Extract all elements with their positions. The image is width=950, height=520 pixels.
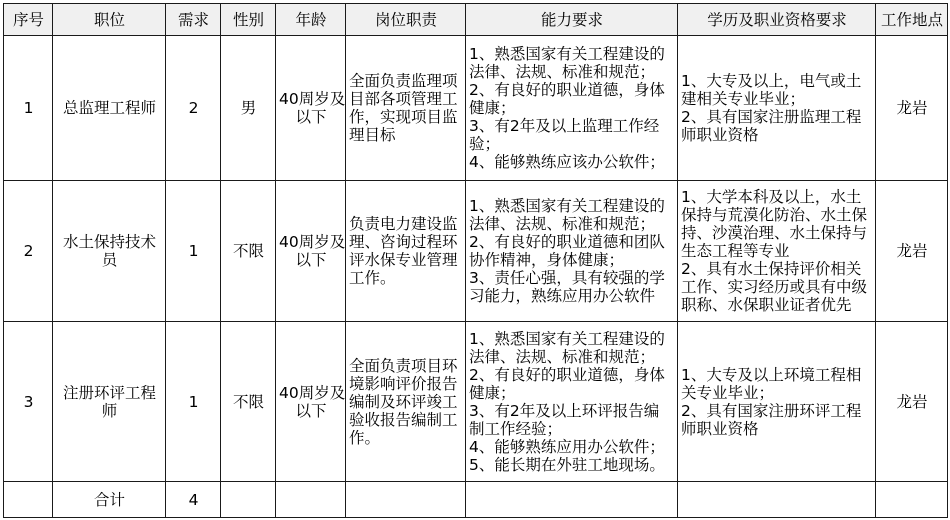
duty-line: 负责电力建设监: [349, 215, 458, 233]
cell-position: 注册环评工程师: [53, 322, 166, 482]
total-empty-cell: [221, 482, 276, 518]
cell-abilities: [466, 36, 678, 181]
cell-index: 2: [4, 181, 53, 322]
ability-line: 协作精神，身体健康；: [469, 251, 625, 269]
qualification-line: 建相关专业毕业；: [681, 90, 806, 108]
total-label: 合计: [53, 482, 166, 518]
ability-line: 习能力，熟练应用办公软件: [469, 287, 656, 305]
ability-line: 1、熟悉国家有关工程建设的: [469, 329, 665, 348]
ability-line: 健康；: [469, 383, 516, 402]
ability-line: 5、能长期在外驻工地现场。: [469, 455, 665, 474]
qualification-line: 1、大专及以上，电气或土: [681, 72, 862, 90]
job-table: [3, 3, 948, 518]
qualification-line: 关专业毕业；: [681, 383, 775, 402]
ability-line: 法律、法规、标准和规范；: [469, 347, 656, 366]
cell-location: 龙岩: [876, 322, 948, 482]
ability-line: 2、有良好的职业道德，身体: [469, 365, 665, 384]
age-line: 以下: [295, 108, 327, 126]
ability-line: 4、能够熟练应该办公软件；: [469, 153, 665, 171]
total-empty-cell: [346, 482, 466, 518]
total-count: 4: [166, 482, 221, 518]
ability-line: 健康；: [469, 99, 516, 117]
header-location: 工作地点: [876, 4, 948, 36]
qualification-line: 职称、水保职业证者优先: [681, 296, 852, 314]
table-row: [4, 36, 948, 181]
ability-line: 3、责任心强，具有较强的学: [469, 269, 665, 287]
qualification-line: 师职业资格: [681, 126, 759, 144]
ability-line: 4、能够熟练应用办公软件；: [469, 437, 665, 456]
duty-line: 工作。: [349, 269, 396, 287]
ability-line: 2、有良好的职业道德和团队: [469, 233, 665, 251]
age-line: 以下: [295, 401, 327, 420]
cell-location: 龙岩: [876, 181, 948, 322]
duty-line: 理目标: [349, 126, 396, 144]
total-empty-cell: [678, 482, 876, 518]
age-line: 40周岁及: [279, 233, 346, 251]
duty-line: 目部各项管理工: [349, 90, 458, 108]
cell-gender: 男: [221, 36, 276, 181]
cell-gender: 不限: [221, 181, 276, 322]
cell-duties: [346, 181, 466, 322]
duty-line: 作。: [349, 428, 381, 447]
header-count: 需求: [166, 4, 221, 36]
cell-index: 1: [4, 36, 53, 181]
cell-position: 水土保持技术员: [53, 181, 166, 322]
total-empty-cell: [466, 482, 678, 518]
header-duties: 岗位职责: [346, 4, 466, 36]
header-row: [4, 4, 948, 36]
qualification-line: 师职业资格: [681, 419, 759, 438]
table-row: [4, 181, 948, 322]
cell-qualifications: [678, 181, 876, 322]
cell-location: 龙岩: [876, 36, 948, 181]
cell-age: [276, 181, 346, 322]
cell-abilities: [466, 322, 678, 482]
cell-position: 总监理工程师: [53, 36, 166, 181]
duty-line: 全面负责监理项: [349, 72, 458, 90]
header-gender: 性别: [221, 4, 276, 36]
duty-line: 编制及环评竣工: [349, 392, 458, 411]
duty-line: 境影响评价报告: [349, 374, 458, 393]
ability-line: 3、有2年及以上环评报告编: [469, 401, 660, 420]
cell-qualifications: [678, 36, 876, 181]
age-line: 以下: [295, 251, 327, 269]
cell-gender: 不限: [221, 322, 276, 482]
ability-line: 制工作经验；: [469, 419, 563, 438]
cell-qualifications: [678, 322, 876, 482]
cell-count: 1: [166, 322, 221, 482]
age-line: 40周岁及: [279, 90, 346, 108]
duty-line: 评水保专业管理: [349, 251, 458, 269]
age-line: 40周岁及: [279, 383, 346, 402]
total-empty-cell: [4, 482, 53, 518]
qualification-line: 1、大专及以上环境工程相: [681, 365, 862, 384]
cell-count: 1: [166, 181, 221, 322]
ability-line: 2、有良好的职业道德，身体: [469, 81, 665, 99]
qualification-line: 2、具有国家注册监理工程: [681, 108, 862, 126]
duty-line: 理、咨询过程环: [349, 233, 458, 251]
header-index: 序号: [4, 4, 53, 36]
qualification-line: 持、沙漠治理、水土保持与: [681, 224, 868, 242]
cell-abilities: [466, 181, 678, 322]
qualification-line: 2、具有国家注册环评工程: [681, 401, 862, 420]
total-empty-cell: [876, 482, 948, 518]
ability-line: 法律、法规、标准和规范；: [469, 215, 656, 233]
qualification-line: 生态工程等专业: [681, 242, 790, 260]
ability-line: 验；: [469, 135, 501, 153]
ability-line: 1、熟悉国家有关工程建设的: [469, 45, 665, 63]
cell-age: [276, 322, 346, 482]
header-position: 职位: [53, 4, 166, 36]
qualification-line: 1、大学本科及以上，水土: [681, 188, 862, 206]
duty-line: 全面负责项目环: [349, 356, 458, 375]
header-age: 年龄: [276, 4, 346, 36]
duty-line: 验收报告编制工: [349, 410, 458, 429]
table-row: [4, 322, 948, 482]
qualification-line: 2、具有水土保持评价相关: [681, 260, 862, 278]
cell-duties: [346, 322, 466, 482]
cell-count: 2: [166, 36, 221, 181]
header-abilities: 能力要求: [466, 4, 678, 36]
header-qualifications: 学历及职业资格要求: [678, 4, 876, 36]
qualification-line: 工作、实习经历或具有中级: [681, 278, 868, 296]
cell-duties: [346, 36, 466, 181]
qualification-line: 保持与荒漠化防治、水土保: [681, 206, 868, 224]
ability-line: 3、有2年及以上监理工作经: [469, 117, 660, 135]
total-row: [4, 482, 948, 518]
duty-line: 作，实现项目监: [349, 108, 458, 126]
cell-age: [276, 36, 346, 181]
ability-line: 法律、法规、标准和规范；: [469, 63, 656, 81]
ability-line: 1、熟悉国家有关工程建设的: [469, 197, 665, 215]
cell-index: 3: [4, 322, 53, 482]
total-empty-cell: [276, 482, 346, 518]
